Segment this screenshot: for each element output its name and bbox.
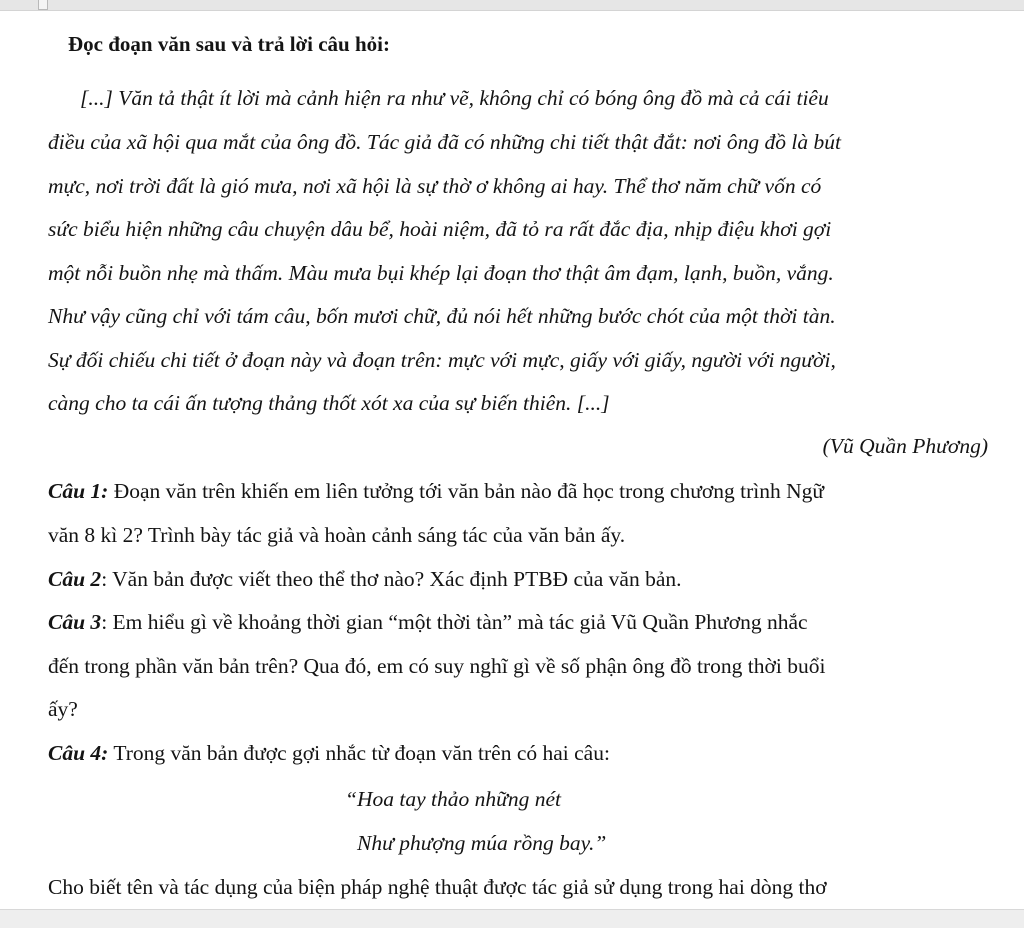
passage-line-6: Như vậy cũng chỉ với tám câu, bốn mươi chữ, đủ nói hết những bước chót của một thời tàn. bbox=[48, 304, 836, 328]
poem-line-2: Như phượng múa rồng bay.” bbox=[357, 831, 607, 855]
question-3-text: : Em hiểu gì về khoảng thời gian “một thời tàn” mà tác giả Vũ Quần Phương nhắc bbox=[101, 610, 808, 634]
question-4-line-1 bbox=[48, 740, 610, 766]
passage-line-8: càng cho ta cái ấn tượng thảng thốt xót xa của sự biến thiên. [...] bbox=[48, 391, 610, 415]
passage-line-7: Sự đối chiếu chi tiết ở đoạn này và đoạn trên: mực với mực, giấy với giấy, người với người, bbox=[48, 348, 836, 372]
bottom-page-gap bbox=[0, 909, 1024, 928]
question-1-text: Đoạn văn trên khiến em liên tưởng tới văn bản nào đã học trong chương trình Ngữ bbox=[108, 479, 825, 503]
document-page bbox=[0, 11, 1024, 909]
top-ruler bbox=[0, 0, 1024, 11]
poem-line-1: “Hoa tay thảo những nét bbox=[345, 787, 561, 811]
question-3-line-1 bbox=[48, 609, 808, 635]
question-2-line-1 bbox=[48, 566, 682, 592]
question-3-line-2: đến trong phần văn bản trên? Qua đó, em có suy nghĩ gì về số phận ông đồ trong thời buổi bbox=[48, 654, 826, 678]
final-question-line: Cho biết tên và tác dụng của biện pháp nghệ thuật được tác giả sử dụng trong hai dòng thơ bbox=[48, 875, 827, 899]
question-1-label: Câu 1: bbox=[48, 479, 109, 503]
passage-line-2: điều của xã hội qua mắt của ông đồ. Tác giả đã có những chi tiết thật đắt: nơi ông đồ là bút bbox=[48, 130, 841, 154]
question-3-line-3: ấy? bbox=[48, 697, 78, 721]
question-4-label: Câu 4: bbox=[48, 741, 109, 765]
passage-line-5: một nỗi buồn nhẹ mà thấm. Màu mưa bụi khép lại đoạn thơ thật âm đạm, lạnh, buồn, vắng. bbox=[48, 261, 834, 285]
passage-line-4: sức biểu hiện những câu chuyện dâu bể, hoài niệm, đã tỏ ra rất đắc địa, nhịp điệu khơi gợi bbox=[48, 217, 832, 241]
ruler-indent-marker[interactable] bbox=[38, 0, 48, 10]
question-4-text: Trong văn bản được gợi nhắc từ đoạn văn trên có hai câu: bbox=[108, 741, 610, 765]
passage-line-3: mực, nơi trời đất là gió mưa, nơi xã hội là sự thờ ơ không ai hay. Thể thơ năm chữ vốn có bbox=[48, 174, 822, 198]
document-heading: Đọc đoạn văn sau và trả lời câu hỏi: bbox=[68, 32, 390, 56]
question-3-label: Câu 3 bbox=[48, 610, 102, 634]
question-1-line-2: văn 8 kì 2? Trình bày tác giả và hoàn cảnh sáng tác của văn bản ấy. bbox=[48, 523, 626, 547]
question-1-line-1 bbox=[48, 478, 824, 504]
question-2-label: Câu 2 bbox=[48, 567, 102, 591]
passage-line-1: [...] Văn tả thật ít lời mà cảnh hiện ra như vẽ, không chỉ có bóng ông đồ mà cả cái tiêu bbox=[80, 86, 829, 110]
passage-author: (Vũ Quần Phương) bbox=[822, 434, 988, 458]
question-2-text: : Văn bản được viết theo thể thơ nào? Xác định PTBĐ của văn bản. bbox=[101, 567, 682, 591]
